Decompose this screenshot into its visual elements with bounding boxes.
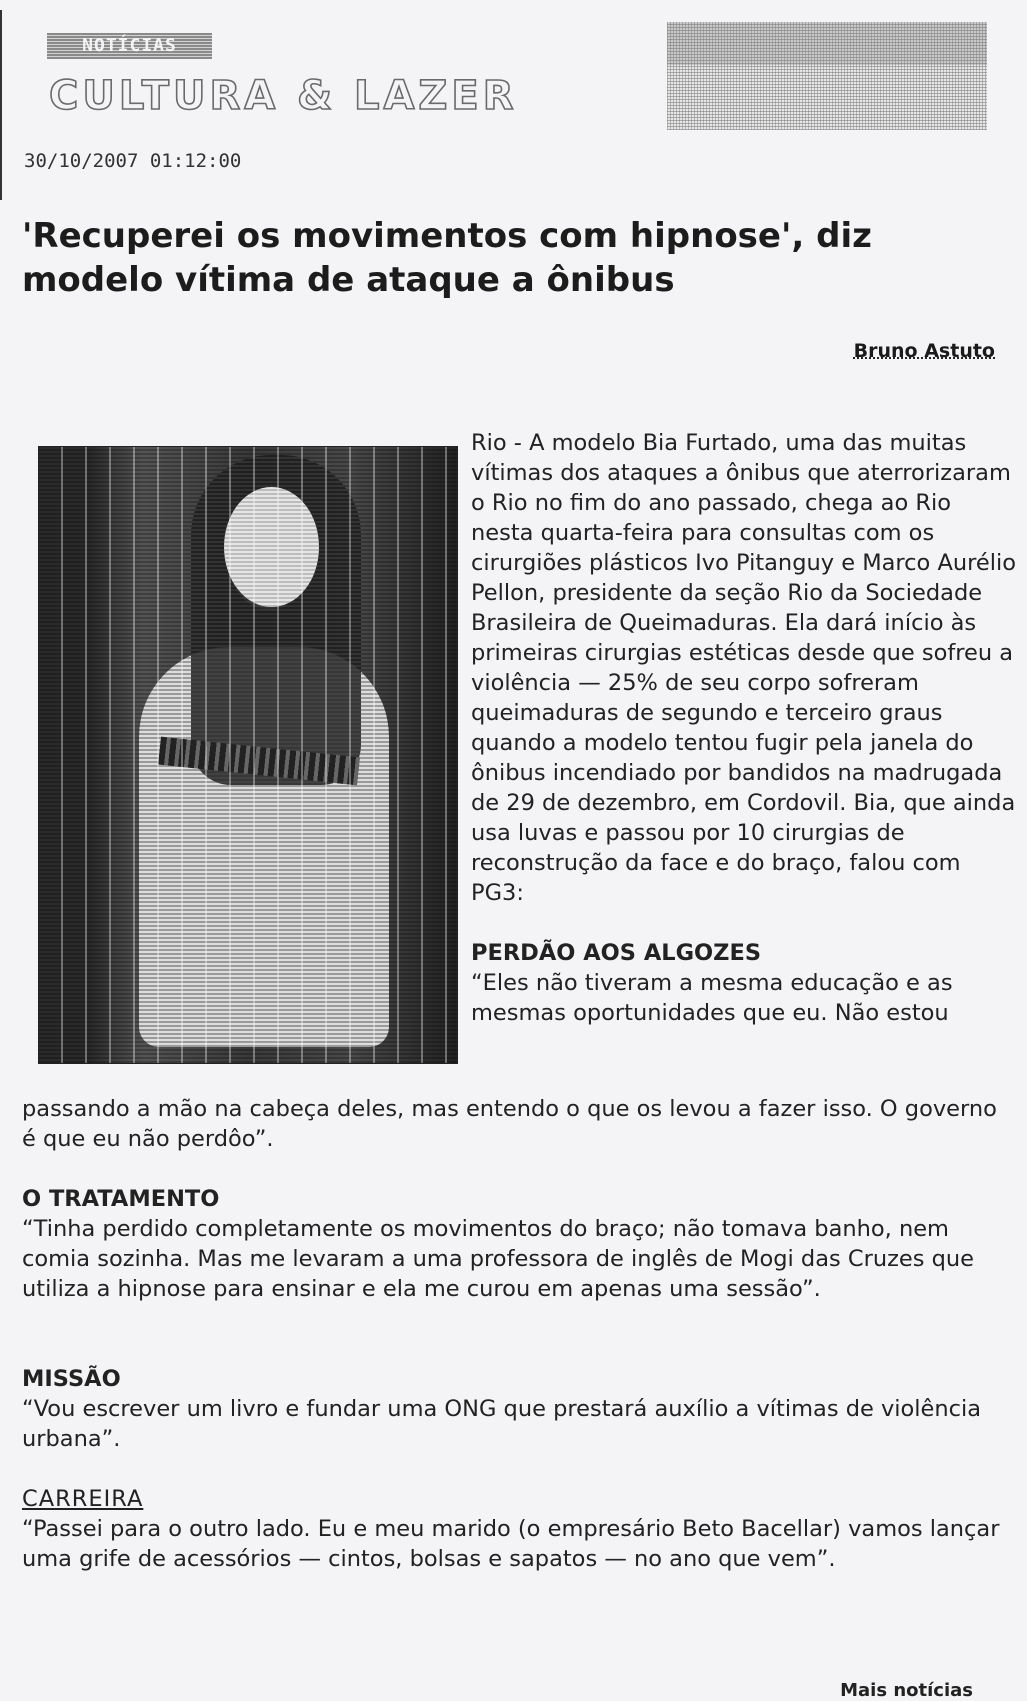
section-carreira — [22, 1484, 1012, 1574]
section-title: CULTURA & LAZER — [49, 73, 518, 119]
article-lead-column — [471, 428, 1016, 1028]
section-text-perdao-part1: “Eles não tiveram a mesma educação e as mesmas oportunidades que eu. Não estou — [471, 970, 953, 1026]
section-text-missao: “Vou escrever um livro e fundar uma ONG que prestará auxílio a vítimas de violência urbana”. — [22, 1396, 982, 1452]
article-photo — [38, 446, 458, 1064]
section-tratamento — [22, 1184, 1012, 1304]
section-heading-missao: MISSÃO — [22, 1366, 121, 1392]
section-label: NOTÍCIAS — [47, 33, 212, 59]
photo-background-lights — [39, 447, 457, 1063]
section-text-tratamento: “Tinha perdido completamente os movimentos do braço; não tomava banho, nem comia sozinha. Mas me levaram a uma professora de inglês de Mogi das Cruzes que utiliza a hipnose para ensinar e ela me curou em apenas uma sessão”. — [22, 1216, 974, 1302]
section-heading-tratamento: O TRATAMENTO — [22, 1186, 220, 1212]
more-news-link[interactable]: Mais notícias — [840, 1680, 973, 1701]
section-text-perdao-continued — [22, 1094, 1012, 1154]
advertisement-block — [667, 22, 987, 130]
section-text-perdao-part2: passando a mão na cabeça deles, mas entendo o que os levou a fazer isso. O governo é que eu não perdôo”. — [22, 1096, 997, 1152]
section-missao — [22, 1364, 1012, 1454]
section-heading-perdao: PERDÃO AOS ALGOZES — [471, 940, 762, 966]
article-headline: 'Recuperei os movimentos com hipnose', diz modelo vítima de ataque a ônibus — [22, 216, 872, 300]
article-byline[interactable]: Bruno Astuto — [853, 340, 995, 362]
page-edge-line — [0, 10, 2, 200]
article-timestamp: 30/10/2007 01:12:00 — [24, 150, 242, 172]
section-text-carreira: “Passei para o outro lado. Eu e meu marido (o empresário Beto Bacellar) vamos lançar uma grife de acessórios — cintos, bolsas e sapatos — no ano que vem”. — [22, 1516, 1000, 1572]
section-heading-carreira[interactable]: CARREIRA — [22, 1486, 144, 1512]
article-lead-paragraph: Rio - A modelo Bia Furtado, uma das muitas vítimas dos ataques a ônibus que aterrorizaram o Rio no fim do ano passado, chega ao Rio nesta quarta-feira para consultas com os cirurgiões plásticos Ivo Pitanguy e Marco Aurélio Pellon, presidente da seção Rio da Sociedade Brasileira de Queimaduras. Ela dará início às primeiras cirurgias estéticas desde que sofreu a violência — 25% de seu corpo sofreram queimaduras de segundo e terceiro graus quando a modelo tentou fugir pela janela do ônibus incendiado por bandidos na madrugada de 29 de dezembro, em Cordovil. Bia, que ainda usa luvas e passou por 10 cirurgias de reconstrução da face e do braço, falou com PG3: — [471, 430, 1016, 906]
